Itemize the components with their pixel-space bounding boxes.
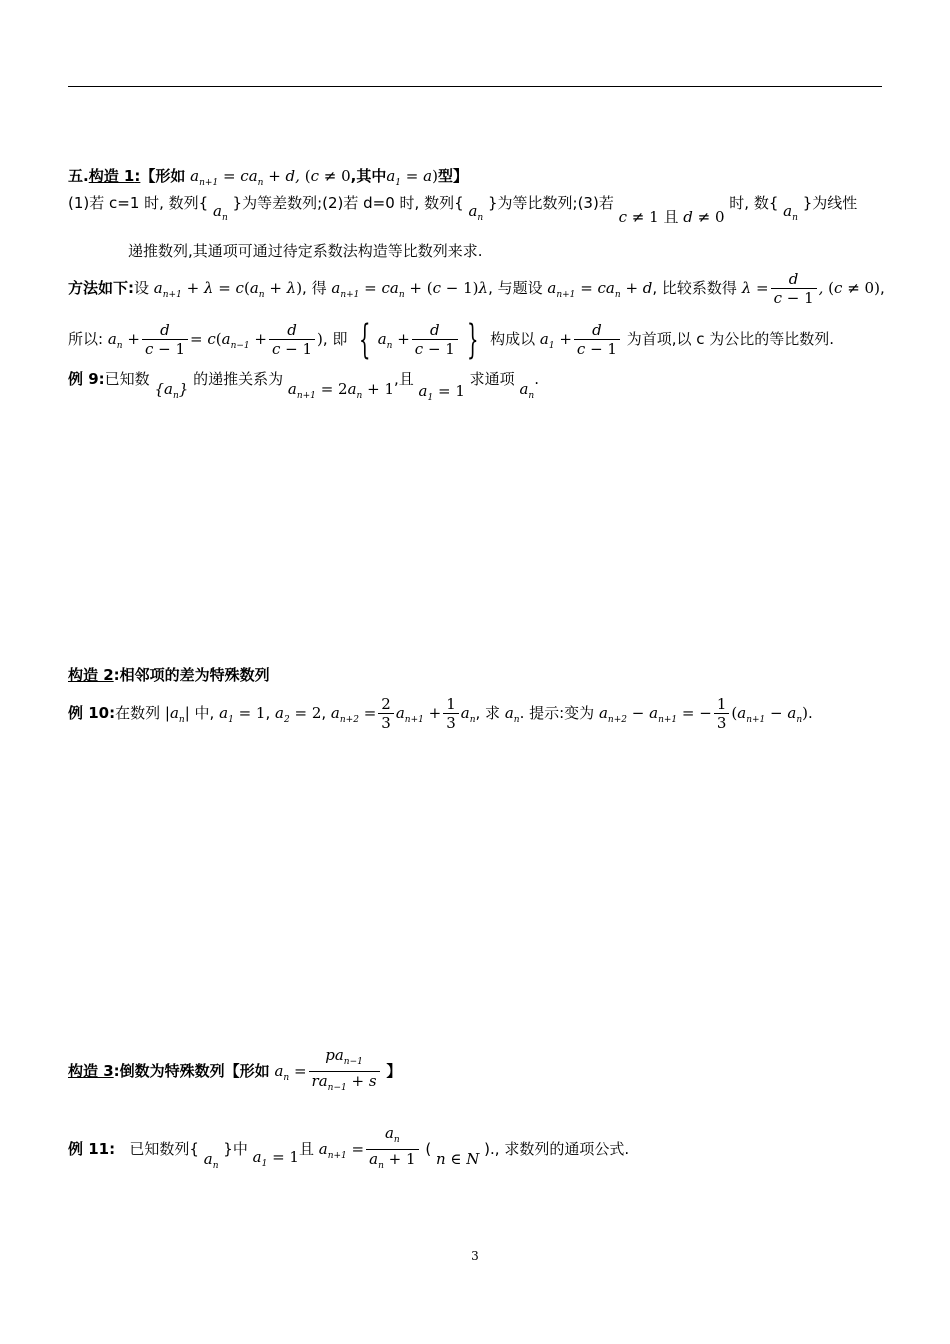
header-rule <box>68 86 882 87</box>
example-9: 例 9:已知数 $\{a_n\}$ 的递推关系为 $a_{n+1} = 2a_n + 1$,且 $a_1 = 1$ 求通项 $a_n$. <box>68 370 539 403</box>
formula-recurrence-form: $a_{n+1} = ca_n + d$, (c ≠ 0 <box>190 167 351 188</box>
method-paragraph: 方法如下:设 $a_{n+1} + \lambda = c(a_n + \lambda)$, 得 $a_{n+1} = ca_n + (c - 1)\lambda$, 与题设 $a_{n+1} = ca_n + d$, 比较系数得 λ = $\frac{d}{c - 1}$ , (c ≠ 0), <box>68 270 885 307</box>
example-11: 例 11: 已知数列{ $a_n$ }中 $a_1 = 1$且 $a_{n+1}$ = $\frac{a_n}{a_n + 1}$ ( n ∈ N )., 求数列的通项公式. <box>68 1124 630 1171</box>
formula-a1-equals-a: $a_1 = a$) <box>386 167 438 188</box>
section-title-construct-1: 五.构造 1:【形如 $a_{n+1} = ca_n + d$, (c ≠ 0,其中$a_1 = a$)型】 <box>68 167 468 188</box>
formula-c-not-1-and-d-not-0: c ≠ 1 且 d ≠ 0 <box>618 208 725 226</box>
cases-paragraph: (1)若 c=1 时, 数列{ $a_n$ }为等差数列;(2)若 d=0 时, 数列{ $a_n$ }为等比数列;(3)若 c ≠ 1 且 d ≠ 0 时, 数{ $a_n$ }为线性 <box>68 194 858 226</box>
page-number: 3 <box>471 1249 479 1263</box>
section-title-construct-3: 构造 3:倒数为特殊数列【形如 $a_n$ = $\frac{pa_{n-1}}{ra_{n-1} + s}$ 】 <box>68 1046 402 1093</box>
so-paragraph: 所以: $a_n$ + $\frac{d}{c - 1}$ = $c(a_{n-1}$ + $\frac{d}{c - 1}$ ), 即 { $a_n$ + $\frac{d}{c - 1}$ } 构成以 $a_1$ + $\frac{d}{c - 1}$ 为首项,以 c 为公比的等比数列. <box>68 316 835 363</box>
cases-continuation: 递推数列,其通项可通过待定系数法构造等比数列来求. <box>128 242 483 260</box>
section-title-construct-2: 构造 2:相邻项的差为特殊数列 <box>68 666 270 684</box>
example-10: 例 10:在数列 $|a_n|$ 中, $a_1 = 1$, $a_2 = 2$, $a_{n+2}$ = $\frac{2}{3}$ $a_{n+1}$ + $\frac{1}{3}$ $a_n$, 求 $a_n$. 提示:变为 $a_{n+2} - a_{n+1}$ = − $\frac{1}{3}$ $(a_{n+1} - a_n)$. <box>68 695 813 732</box>
